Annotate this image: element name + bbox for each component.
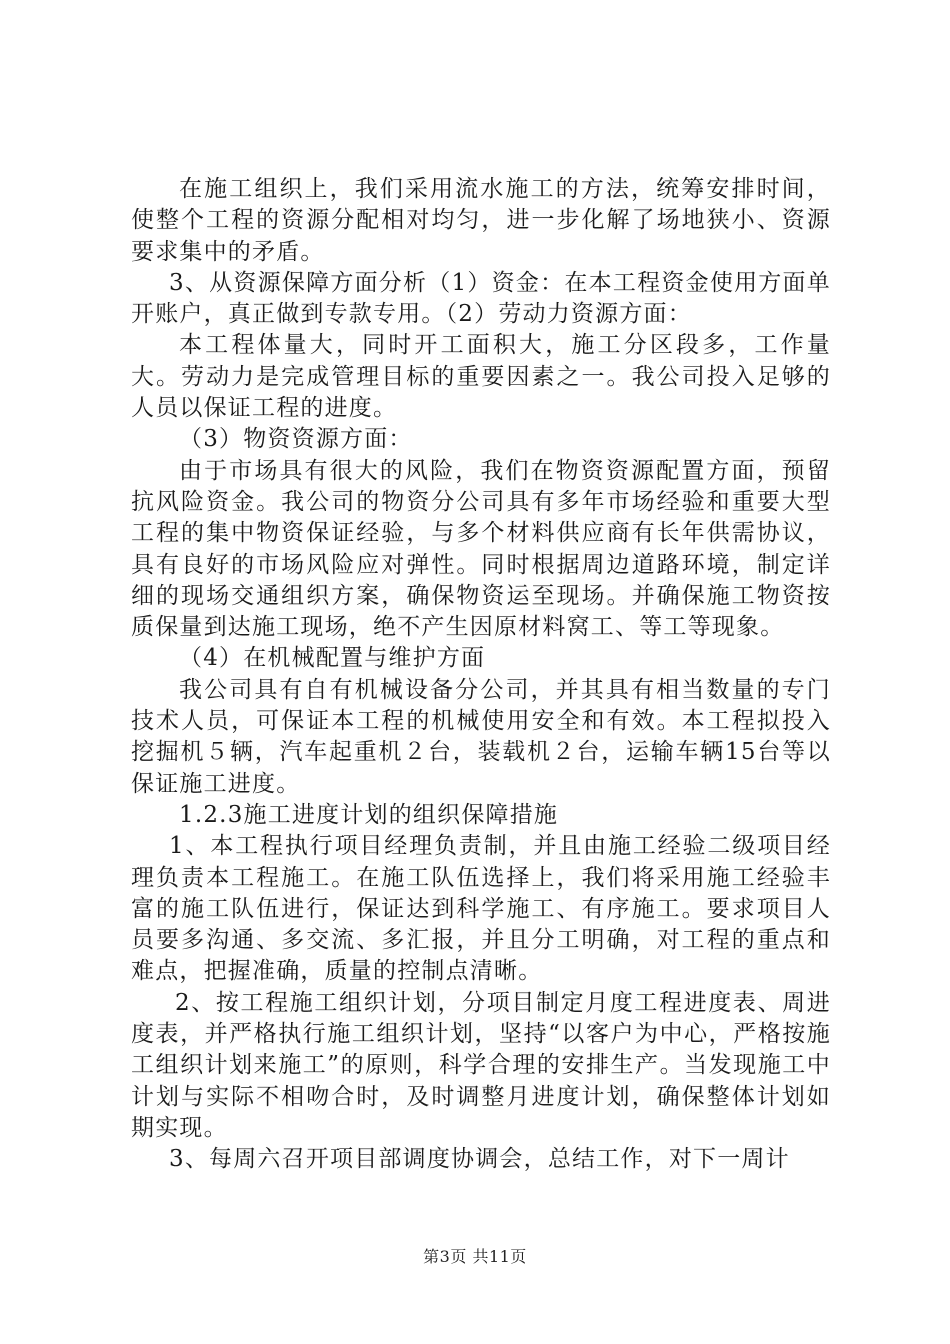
paragraph-machinery: 我公司具有自有机械设备分公司，并其具有相当数量的专门技术人员，可保证本工程的机械使用安全和有效。本工程拟投入挖掘机５辆，汽车起重机２台，装载机２台，运输车辆15台等以保证施工进度。 [131, 676, 831, 797]
paragraph-measure-3: 3、每周六召开项目部调度协调会，总结工作，对下一周计 [169, 1146, 790, 1173]
page-number-footer: 第3页 共11页 [423, 1247, 527, 1266]
heading-machinery: （4）在机械配置与维护方面 [179, 645, 486, 672]
paragraph-measure-1: 1、本工程执行项目经理负责制，并且由施工经验二级项目经理负责本工程施工。在施工队伍选择上，我们将采用施工经验丰富的施工队伍进行，保证达到科学施工、有序施工。要求项目人员要多沟通、多交流、多汇报，并且分工明确，对工程的重点和难点，把握准确，质量的控制点清晰。 [131, 833, 831, 985]
section-heading-schedule-measures: 1.2.3施工进度计划的组织保障措施 [179, 801, 559, 828]
paragraph-material: 由于市场具有很大的风险，我们在物资资源配置方面，预留抗风险资金。我公司的物资分公司具有多年市场经验和重要大型工程的集中物资保证经验，与多个材料供应商有长年供需协议，具有良好的市场风险应对弹性。同时根据周边道路环境，制定详细的现场交通组织方案，确保物资运至现场。并确保施工物资按质保量到达施工现场，绝不产生因原材料窝工、等工等现象。 [131, 457, 831, 641]
heading-material-resources: （3）物资资源方面： [179, 426, 413, 453]
paragraph-measure-2: 2、按工程施工组织计划，分项目制定月度工程进度表、周进度表，并严格执行施工组织计划，坚持“以客户为中心，严格按施工组织计划来施工”的原则，科学合理的安排生产。当发现施工中计划与实际不相吻合时，及时调整月进度计划，确保整体计划如期实现。 [131, 989, 831, 1141]
paragraph-flow-construction: 在施工组织上，我们采用流水施工的方法，统筹安排时间，使整个工程的资源分配相对均匀，进一步化解了场地狭小、资源要求集中的矛盾。 [131, 176, 831, 265]
paragraph-labor: 本工程体量大，同时开工面积大，施工分区段多，工作量大。劳动力是完成管理目标的重要因素之一。我公司投入足够的人员以保证工程的进度。 [131, 332, 831, 422]
body-text [131, 174, 831, 1176]
paragraph-resource-guarantee: 3、从资源保障方面分析（1）资金：在本工程资金使用方面单开账户，真正做到专款专用。（2）劳动力资源方面： [131, 269, 831, 328]
